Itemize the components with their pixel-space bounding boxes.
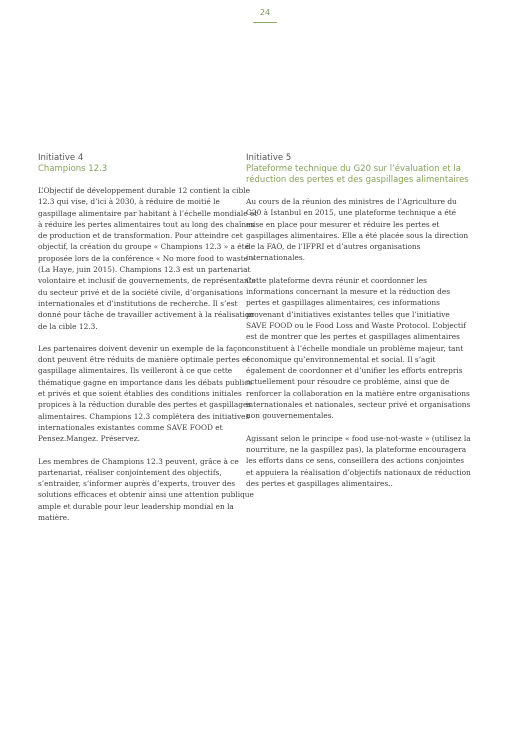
page-number-rule [253,22,277,23]
initiative-4-kicker: Initiative 4 [38,153,84,163]
initiative-4-paragraph: L’Objectif de développement durable 12 contient la cible 12.3 qui vise, d’ici à 2030, à réduire de moitié le gaspillage alimentaire par habitant à l’échelle mondiale et à réduire les pertes alimentaires tout au long des chaînes de production et de transformation. Pour atteindre cet objectif, la création du groupe « Champions 12.3 » a été proposée lors de la conférence « No more food to waste » (La Haye, juin 2015). Champions 12.3 est un partenariat volontaire et inclusif de gouvernements, de représentants du secteur privé et de la société civile, d’organisations internationales et d’institutions de recherche. Il s’est donné pour tâche de travailler activement à la réalisation de la cible 12.3. [38,186,258,331]
initiative-4-title: Champions 12.3 [38,164,108,174]
initiative-5-title: Plateforme technique du G20 sur l’évaluation et la réduction des pertes et des gaspillages alimentaires [246,164,469,185]
initiative-5-paragraph: Agissant selon le principe « food use-not-waste » (utilisez la nourriture, ne la gaspillez pas), la plateforme encouragera les efforts dans ce sens, conseillera des actions conjointes et appuiera la réalisation d’objectifs nationaux de réduction des pertes et gaspillages alimentaires.. [246,433,471,488]
page-number: 24 [259,8,271,17]
initiative-5-column [246,153,472,500]
initiative-4-column [38,153,258,534]
initiative-4-paragraph: Les membres de Champions 12.3 peuvent, grâce à ce partenariat, réaliser conjointement des objectifs, s’entraider, s’informer auprès d’experts, trouver des solutions efficaces et obtenir ainsi une attention publique ample et durable pour leur leadership mondial en la matière. [38,456,254,523]
initiative-4-paragraph: Les partenaires doivent devenir un exemple de la façon dont peuvent être réduits de manière optimale pertes et gaspillage alimentaires. Ils veilleront à ce que cette thématique gagne en importance dans les débats publics et privés et que soient établies des conditions initiales propices à la réduction durable des pertes et gaspillages alimentaires. Champions 12.3 complétera des initiatives internationales existantes comme SAVE FOOD et Pensez.Mangez. Préservez. [38,343,253,444]
initiative-5-paragraph: Cette plateforme devra réunir et coordonner les informations concernant la mesure et la réduction des pertes et gaspillages alimentaires, ces informations provenant d’initiatives existantes telles que l’initiative SAVE FOOD ou le Food Loss and Waste Protocol. L’objectif est de montrer que les pertes et gaspillages alimentaires constituent à l’échelle mondiale un problème majeur, tant économique qu’environnemental et social. Il s’agit également de coordonner et d’unifier les efforts entrepris actuellement pour résoudre ce problème, ainsi que de renforcer la collaboration en la matière entre organisations internationales et nationales, secteur privé et organisations non gouvernementales. [246,275,471,421]
initiative-5-kicker: Initiative 5 [246,153,292,163]
initiative-5-paragraph: Au cours de la réunion des ministres de l’Agriculture du G20 à Istanbul en 2015, une plateforme technique a été mise en place pour mesurer et réduire les pertes et gaspillages alimentaires. Elle a été placée sous la direction de la FAO, de l’IFPRI et d’autres organisations internationales. [246,197,469,263]
